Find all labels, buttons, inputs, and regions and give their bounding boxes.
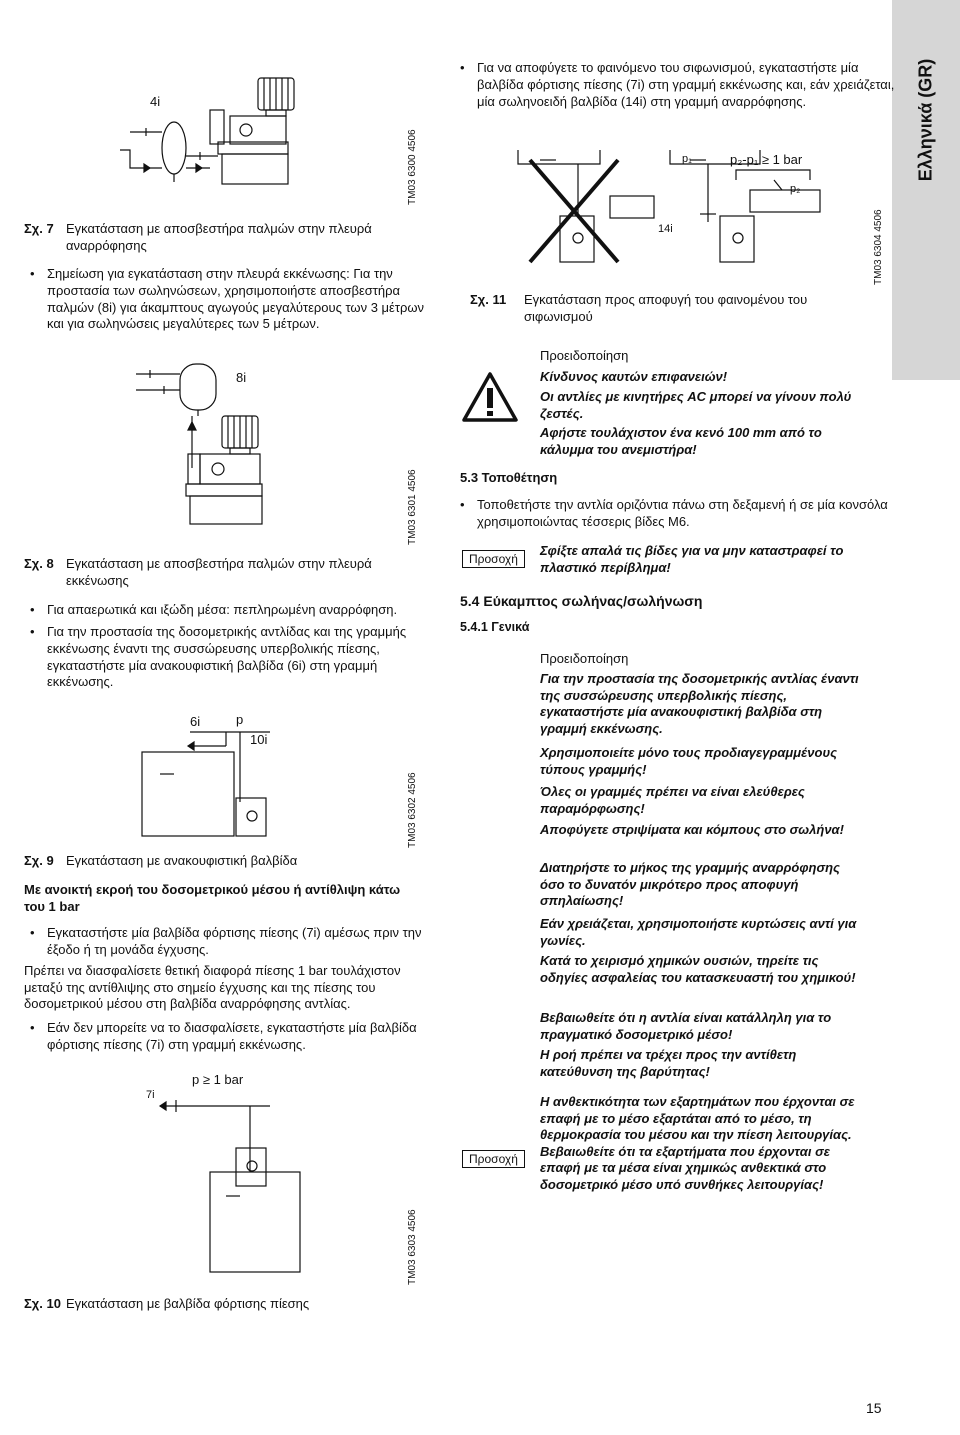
warning-2-p3: Όλες οι γραμμές πρέπει να είναι ελεύθερες παραμόρφωσης! [540,784,805,816]
figure-9-number: Σχ. 9 [24,853,54,868]
note-bullet: • Σημείωση για εγκατάσταση στην πλευρά εκκένωσης: Για την προστασία των σωληνώσεων, χρησιμοποιήστε αποσβεστήρα παλμών (8i) για άκαμπτους αγωγούς μεγαλύτερους των 3 μέτρων και για σωληνώσεις μεγαλύτερες των 5 μέτρων. [30,266,442,333]
figure-10-caption: Εγκατάσταση με βαλβίδα φόρτισης πίεσης [66,1296,310,1311]
figure-9-caption: Εγκατάσταση με ανακουφιστική βαλβίδα [66,853,298,868]
figure-10-diagram [140,1072,300,1282]
figure-7-code: TM03 6300 4506 [407,129,418,205]
warning-icon [462,372,518,422]
warning-1-line3: Αφήστε τουλάχιστον ένα κενό 100 mm από το κάλυμμα του ανεμιστήρα! [540,425,822,457]
bullet-pressure-valve: • Εγκαταστήστε μία βαλβίδα φόρτισης πίεσης (7i) αμέσως πριν την έξοδο ή τη μονάδα έγχυσης. [30,925,442,959]
figure-8-diagram [136,360,296,530]
caution-2-text: Η ανθεκτικότητα των εξαρτημάτων που έρχονται σε επαφή με το μέσο εξαρτάται από το μέσο, τη θερμοκρασία του μέσου και την πίεση λειτουργίας. Βεβαιωθείτε ότι τα εξαρτήματα που έρχονται σε επαφή με τα μέσα είναι χημικώς ανθεκτικά στο δοσομετρικό μέσο υπό συνθήκες λειτουργίας! [540,1094,855,1192]
page-number: 15 [866,1400,882,1416]
figure-7-number: Σχ. 7 [24,221,54,236]
open-outlet-heading: Με ανοικτή εκροή του δοσομετρικού μέσου ή αντίθλιψη κάτω του 1 bar [24,882,401,914]
figure-9-label-10i: 10i [250,732,268,747]
language-tab-label: Ελληνικά (GR) [915,58,936,182]
warning-2-p1: Για την προστασία της δοσομετρικής αντλίας έναντι της συσσώρευσης υπερβολικής πίεσης, εγκαταστήστε μία ανακουφιστική βαλβίδα στη γραμμή εκκένωσης. [540,671,859,736]
language-tab [892,0,960,380]
warning-1-line2: Οι αντλίες με κινητήρες AC μπορεί να γίνουν πολύ ζεστές. [540,389,852,421]
figure-11-number: Σχ. 11 [470,292,507,307]
warning-2-p8: Βεβαιωθείτε ότι η αντλία είναι κατάλληλη για το πραγματικό δοσομετρικό μέσο! [540,1010,832,1042]
figure-10-number: Σχ. 10 [24,1296,61,1311]
figure-11-label-p2: p₂ [790,183,801,195]
bullet-discharge-valve: • Εάν δεν μπορείτε να το διασφαλίσετε, εγκαταστήστε μία βαλβίδα φόρτισης πίεσης (7i) στη γραμμή εκκένωσης. [30,1020,442,1054]
warning-1-line1: Κίνδυνος καυτών επιφανειών! [540,369,728,384]
figure-11-label-14i: 14i [658,223,673,235]
figure-11-caption: Εγκατάσταση προς αποφυγή του φαινομένου του σιφωνισμού [524,292,808,324]
warning-2-p7: Κατά το χειρισμό χημικών ουσιών, τηρείτε τις οδηγίες ασφαλείας του κατασκευαστή του χημικού! [540,953,856,985]
figure-9-diagram [140,712,300,842]
warning-2-title: Προειδοποίηση [540,651,629,666]
figure-8-number: Σχ. 8 [24,556,54,571]
caution-1-text: Σφίξτε απαλά τις βίδες για να μην καταστραφεί το πλαστικό περίβλημα! [540,543,844,575]
caution-badge-1: Προσοχή [462,550,525,568]
figure-10-code: TM03 6303 4506 [407,1209,418,1285]
figure-7-label: 4i [150,94,161,109]
section-5-3-heading: 5.3 Τοποθέτηση [460,470,558,485]
figure-11-code: TM03 6304 4506 [873,209,884,285]
pressure-difference-paragraph: Πρέπει να διασφαλίσετε θετική διαφορά πίεσης 1 bar τουλάχιστον μεταξύ της αντίθλιψης στο σημείο έγχυσης και της πίεσης του δοσομετρικού μέσου στη βαλβίδα αναρρόφησης αντλίας. [24,963,401,1011]
warning-1-title: Προειδοποίηση [540,348,629,363]
figure-9-label-p: p [236,712,244,727]
figure-8-label: 8i [236,370,247,385]
figure-10-label-7i: 7i [146,1089,155,1101]
figure-10-label-p: p ≥ 1 bar [192,1072,244,1087]
figure-7-diagram [110,72,410,192]
bullet-mounting: • Τοποθετήστε την αντλία οριζόντια πάνω στη δεξαμενή ή σε μία κονσόλα χρησιμοποιώντας τέσσερις βίδες M6. [460,497,892,531]
warning-2-p5: Διατηρήστε το μήκος της γραμμής αναρρόφησης όσο το δυνατόν μικρότερο προς αποφυγή σπηλαίωσης! [540,860,840,908]
figure-9-label-6i: 6i [190,714,201,729]
warning-2-p4: Αποφύγετε στριψίματα και κόμπους στο σωλήνα! [540,822,844,837]
section-5-4-heading: 5.4 Εύκαμπτος σωλήνας/σωλήνωση [460,593,703,609]
figure-8-caption: Εγκατάσταση με αποσβεστήρα παλμών στην πλευρά εκκένωσης [66,556,372,588]
section-5-4-1-heading: 5.4.1 Γενικά [460,620,530,634]
figure-9-code: TM03 6302 4506 [407,772,418,848]
bullet-siphon: • Για να αποφύγετε το φαινόμενο του σιφωνισμού, εγκαταστήστε μία βαλβίδα φόρτισης πίεσης (7i) στη γραμμή εκκένωσης και, εάν χρειάζεται, μία σωληνοειδή βαλβίδα (14i) στη γραμμή αναρρόφησης. [460,60,897,110]
figure-11-label-formula: p₂-p₁ ≥ 1 bar [730,152,803,167]
caution-badge-2: Προσοχή [462,1150,525,1168]
bullet-relief-valve: • Για την προστασία της δοσομετρικής αντλίδας και της γραμμής εκκένωσης έναντι της συσσώρευσης υπερβολικής πίεσης, εγκαταστήστε μία ανακουφιστική βαλβίδα (6i) στη γραμμή εκκένωσης. [30,624,442,691]
warning-2-p6: Εάν χρειάζεται, χρησιμοποιήστε κυρτώσεις αντί για γωνίες. [540,916,857,948]
figure-11-label-p1: p₁ [682,153,692,165]
bullet-viscous: • Για απαερωτικά και ιξώδη μέσα: πεπληρωμένη αναρρόφηση. [30,602,442,619]
warning-2-p9: Η ροή πρέπει να τρέχει προς την αντίθετη κατεύθυνση της βαρύτητας! [540,1047,797,1079]
figure-11-diagram [500,140,830,280]
figure-7-caption: Εγκατάσταση με αποσβεστήρα παλμών στην πλευρά αναρρόφησης [66,221,372,253]
warning-2-p2: Χρησιμοποιείτε μόνο τους προδιαγεγραμμένους τύπους γραμμής! [540,745,838,777]
figure-8-code: TM03 6301 4506 [407,469,418,545]
